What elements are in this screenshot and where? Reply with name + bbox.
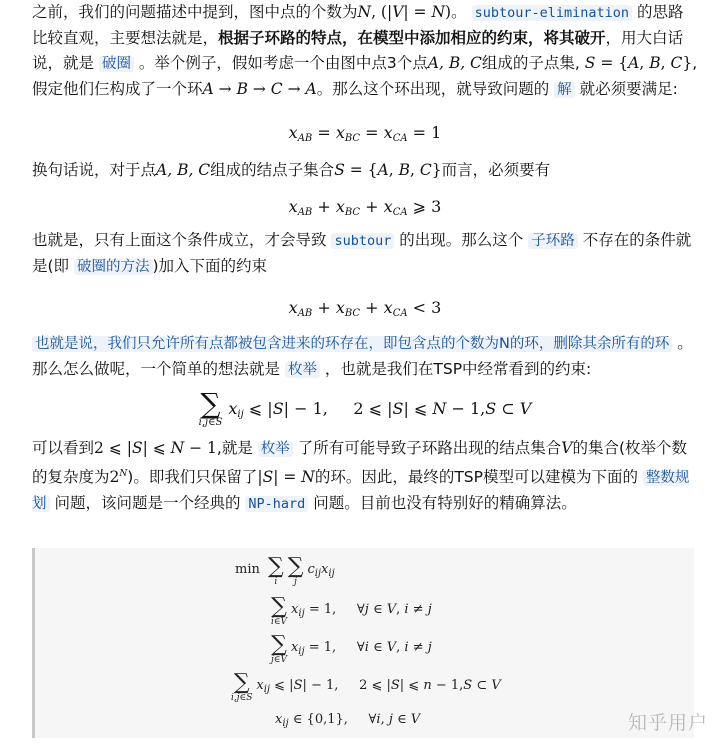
text: 了所有可能导致子环路出现的结点集合 [297,439,562,457]
text: 的思路比较直观，主要想法就是， [32,3,684,47]
paragraph-final-model [32,436,698,517]
math-ABC: A, B, C [156,161,211,179]
tag-only-full-cycle[interactable]: 也就是说，我们只允许所有点都被包含进来的环存在，即包含点的个数为N的环，删除其余所有的环 [32,336,672,352]
paragraph-condition [32,228,698,280]
math-set-S: S = {A, B, C} [584,54,693,72]
math-cycle: A → B → C → A [202,80,317,98]
text: 问题，该问题是一个经典的 [54,494,241,512]
text: ，也就是我们在TSP中经常看到的约束: [324,360,592,378]
paragraph-enumerate [32,331,698,383]
text: 组成的结点子集合 [210,161,335,179]
text: 。举个例子，假如考虑一个由图中点3个点 [138,54,428,72]
text: 。 [451,3,467,21]
formula-constraint-subtour: ∑ i,j∈S $x_{ij}$ ⩽ |S| − 1, 2 ⩽ |S| ⩽ n − 1,S ⊂ V [231,670,501,703]
bold-key-idea: 根据子环路的特点，在模型中添加相应的约束，将其破开 [218,29,606,47]
math-S-range: 2 ⩽ |S| ⩽ N − 1 [94,439,217,457]
formula-objective: min ∑ i ∑ j $c_{ij}x_{ij}$ [235,554,335,587]
formula-constraint-binary: $x_{ij}$ ∈ {0,1}, ∀i, j ∈ V [275,712,421,729]
watermark-zhihu-user: 知乎用户 [627,712,708,734]
tag-pojuan-method[interactable]: 破圈的方法 [74,259,153,275]
text: ，用大白话说，就是 [32,29,684,72]
equation-subtour-constraint: ∑ i,j∈S $x_{ij}$ ⩽ |S| − 1, 2 ⩽ |S| ⩽ N − 1,S ⊂ V [198,387,532,428]
formula-constraint-out: ∑ j∈V $x_{ij} = 1$, ∀i ∈ V, i ≠ j [271,632,432,665]
formula-constraint-in: ∑ i∈V $x_{ij} = 1$, ∀j ∈ V, i ≠ j [271,594,432,627]
text: 换句话说，对于点 [32,161,157,179]
equation-equal-one: $x_{AB} = x_{BC} = x_{CA} = 1$ [288,123,442,144]
text: 问题。目前也没有特别好的精确算法。 [313,494,577,512]
text: 而言，必须要有 [441,161,551,179]
tag-pojuan[interactable]: 破圈 [99,56,134,72]
paragraph-in-other-words [32,158,698,183]
text: 的集合(枚举个数的复杂度为 [32,439,688,486]
tag-subtour[interactable]: subtour [331,233,394,249]
text: ,就是 [216,439,253,457]
text: 不存在的条件就是(即 [32,231,692,275]
math-N: N [357,3,372,21]
text: )。即我们只保留了 [127,468,258,486]
math-set-size: , (|V| = N) [371,3,452,21]
tag-jie[interactable]: 解 [554,82,575,98]
text: , 假定他们仨构成了一个环 [32,54,698,98]
tag-zhengshu[interactable]: 整数规划 [32,470,690,512]
tsp-model-block [32,548,694,738]
text: 就必须要满足: [579,80,678,98]
text: 。那么这个环出现，就导致问题的 [316,80,550,98]
text: 之前，我们的问题描述中提到，图中点的个数为 [32,3,358,21]
math-S-eq-N: |S| = N [257,468,315,486]
tag-meiju[interactable]: 枚举 [285,362,320,378]
text: )加入下面的约束 [152,257,268,275]
math-2N: $2^N$ [109,468,128,486]
tag-meiju-2[interactable]: 枚举 [258,441,293,457]
text: 的环。因此，最终的TSP模型可以建模为下面的 [314,468,638,486]
paragraph-intro [32,0,698,103]
math-ABC: A, B, C [427,54,482,72]
tag-np-hard[interactable]: NP-hard [245,496,308,512]
text: 的出现。那么这个 [399,231,524,249]
math-V: V [561,439,573,457]
text: 也就是，只有上面这个条件成立，才会导致 [32,231,327,249]
math-set-S: S = {A, B, C} [334,161,442,179]
text: 组成的子点集, [481,54,580,72]
equation-geq-three: $x_{AB} + x_{BC} + x_{CA}$ ⩾ 3 [288,197,442,218]
tag-subtour-elimination[interactable]: subtour-elimination [472,5,632,21]
text: 可以看到 [32,439,95,457]
text: 。那么怎么做呢，一个简单的想法就是 [32,334,693,378]
equation-less-three: $x_{AB} + x_{BC} + x_{CA} < 3$ [288,298,442,319]
tag-zihuanlu[interactable]: 子环路 [528,233,578,249]
